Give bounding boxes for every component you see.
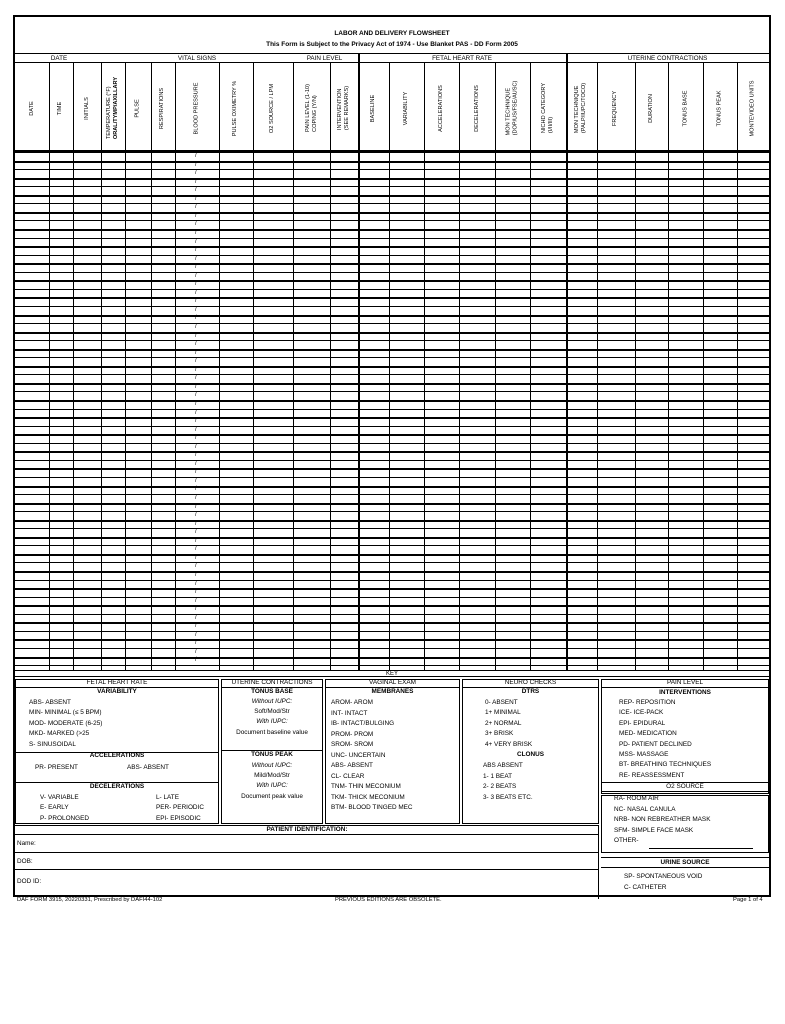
bp-separator: / (195, 606, 197, 613)
column-header (424, 66, 459, 150)
grid-row-line (15, 178, 769, 180)
bp-separator: / (195, 341, 197, 348)
column-header (330, 66, 358, 150)
bp-separator: / (195, 161, 197, 168)
tp-with: With IUPC: (256, 782, 288, 789)
clonus-list-item: ABS ABSENT (483, 762, 523, 769)
column-header-label: ACCELERATIONS (438, 84, 444, 132)
acc-absent: ABS- ABSENT (127, 764, 169, 771)
grid-row-line (15, 280, 769, 282)
grid-row-line (15, 246, 769, 248)
column-header (293, 66, 330, 150)
int-list-item: REP- REPOSITION (619, 699, 676, 706)
column-header-label: BLOOD PRESSURE (193, 82, 200, 134)
mem-list-item: TKM- THICK MECONIUM (331, 793, 405, 801)
tb-with: With IUPC: (256, 718, 288, 725)
column-header-wrap (270, 83, 277, 132)
key-title: KEY (15, 670, 769, 677)
bp-separator: / (195, 503, 197, 510)
grid-row-line (15, 580, 769, 581)
grid-row-line (15, 657, 769, 659)
grid-row-line (15, 409, 769, 410)
grid-row-line (15, 323, 769, 324)
grid-row-line (15, 460, 769, 461)
grid-row-line (15, 417, 769, 419)
column-header (597, 66, 635, 150)
mem-list-item: ABS- ABSENT (331, 762, 373, 769)
bp-separator: / (195, 187, 197, 194)
dec-right-item: EPI- EPISODIC (156, 814, 201, 822)
column-header-wrap (135, 99, 142, 117)
column-divider (358, 54, 360, 670)
bp-separator: / (195, 281, 197, 288)
tp-without: Without IUPC: (251, 762, 293, 769)
other-line (649, 848, 753, 849)
bp-separator: / (195, 409, 197, 416)
column-header (151, 66, 175, 150)
tonus-base-title: TONUS BASE (251, 688, 293, 695)
bp-separator: / (195, 469, 197, 476)
section-date: DATE (15, 54, 103, 63)
patient-dob-label: DOB: (17, 858, 33, 865)
bp-separator: / (195, 195, 197, 202)
bp-separator: / (195, 247, 197, 254)
column-header-wrap (83, 97, 90, 120)
bp-separator: / (195, 640, 197, 647)
patient-dodid-label: DOD ID: (17, 878, 42, 885)
column-header-wrap (233, 80, 240, 135)
grid-row-line (15, 349, 769, 351)
column-header-wrap (717, 90, 724, 126)
grid-row-line (15, 229, 769, 231)
int-list-item: ICE- ICE-PACK (619, 709, 664, 717)
section-uterine-contractions: UTERINE CONTRACTIONS (566, 54, 769, 63)
grid-row-line (15, 272, 769, 273)
column-header-wrap (575, 83, 589, 133)
column-header (358, 66, 389, 150)
column-header-label: FREQUENCY (612, 90, 619, 126)
form-subtitle: This Form is Subject to the Privacy Act of 1974 - Use Blanket PAS - DD Form 2005 (266, 41, 518, 48)
bp-separator: / (195, 631, 197, 638)
column-header-label-2: (SEE REMARKS) (344, 85, 351, 131)
tb-soft: Soft/Mod/Str (254, 708, 290, 715)
key-neuro-header: NEURO CHECKS (462, 679, 599, 688)
grid-row-line (15, 639, 769, 641)
mem-list-item: INT- INTACT (331, 709, 368, 717)
bp-separator: / (195, 221, 197, 228)
column-header-label: INITIALS (83, 96, 90, 120)
bp-separator: / (195, 529, 197, 536)
dtrs-list-item: 4+ VERY BRISK (485, 740, 533, 748)
bp-separator: / (195, 306, 197, 313)
column-header-label: TONUS PEAK (716, 90, 723, 126)
column-header-label: PAIN LEVEL (1-10) (304, 84, 311, 132)
bp-separator: / (195, 477, 197, 484)
column-header (175, 66, 219, 150)
bp-separator: / (195, 563, 197, 570)
dtrs-list-item: 3+ BRISK (485, 730, 514, 738)
bp-separator: / (195, 229, 197, 236)
dec-right-item: L- LATE (156, 794, 179, 801)
acc-present: PR- PRESENT (35, 764, 78, 771)
column-header-label-2: (DOP/US/FSE/AUSC) (512, 80, 519, 136)
bp-separator: / (195, 298, 197, 305)
bp-separator: / (195, 324, 197, 330)
var-list-item: S- SINUSOIDAL (29, 740, 76, 748)
mem-list-item: CL- CLEAR (331, 772, 365, 780)
column-header-label: TEMPERATURE (°F) (106, 86, 113, 140)
interventions-title: INTERVENTIONS (659, 689, 711, 696)
bp-separator: / (195, 178, 197, 185)
column-header-wrap (337, 86, 351, 130)
grid-row-line (15, 614, 769, 615)
column-header-label: INTERVENTION (337, 88, 344, 131)
column-header-label: NICHD CATEGORY (541, 82, 547, 134)
grid-row-line (15, 332, 769, 334)
var-list-item: MKD- MARKED (>25 (29, 730, 90, 738)
mem-list-item: AROM- AROM (331, 699, 373, 706)
column-header-label: DATE (28, 100, 35, 116)
column-header (15, 66, 49, 150)
column-header (459, 66, 495, 150)
tonus-peak-title: TONUS PEAK (251, 751, 293, 758)
grid-row-line (15, 434, 769, 436)
bp-separator: / (195, 580, 197, 587)
clonus-list-item: 2- 2 BEATS (483, 783, 517, 790)
key-vaginal-header: VAGINAL EXAM (325, 679, 460, 688)
column-header (530, 66, 566, 150)
footer-editions: PREVIOUS EDITIONS ARE OBSOLETE. (335, 897, 442, 903)
grid-row-line (15, 477, 769, 478)
o2-list-item: SFM- SIMPLE FACE MASK (614, 826, 694, 834)
bp-separator: / (195, 332, 197, 339)
membranes-title: MEMBRANES (371, 688, 414, 695)
flowsheet-form (13, 15, 771, 897)
dec-left-item: P- PROLONGED (40, 814, 90, 822)
int-list-item: MED- MEDICATION (619, 730, 677, 738)
bp-separator: / (195, 546, 197, 553)
grid-row-line (15, 528, 769, 529)
column-header (737, 66, 769, 150)
bp-separator: / (195, 520, 197, 527)
bp-separator: / (195, 435, 197, 442)
grid-row-line (15, 297, 769, 299)
column-header (668, 66, 703, 150)
grid-row-line (15, 263, 769, 265)
grid-row-line (15, 306, 769, 307)
bp-separator: / (195, 571, 197, 578)
column-header-label-2: (PALP/IUPC/TOCO) (581, 82, 588, 134)
bp-separator: / (195, 153, 197, 159)
mem-list-item: TNM- THIN MECONIUM (331, 783, 401, 790)
grid-row-line (15, 203, 769, 204)
column-header (389, 66, 424, 150)
int-list-item: EPI- EPIDURAL (619, 719, 666, 727)
section-vital-signs: VITAL SIGNS (103, 54, 291, 63)
bp-separator: / (195, 375, 197, 382)
o2-list-item: OTHER- (614, 837, 639, 845)
urine-title: URINE SOURCE (601, 857, 769, 868)
int-list-item: RE- REASSESSMENT (619, 771, 685, 779)
column-header (49, 66, 73, 150)
column-header-label-2: ORAL/TYMP/AXILLARY (113, 76, 120, 140)
column-header-wrap (305, 84, 319, 132)
bp-separator: / (195, 460, 197, 467)
grid-row-line (15, 451, 769, 453)
bp-separator: / (195, 589, 197, 596)
grid-row-line (15, 503, 769, 505)
column-header (495, 66, 530, 150)
bp-separator: / (195, 264, 197, 271)
grid-row-line (15, 212, 769, 214)
grid-row-line (15, 554, 769, 556)
grid-row-line (15, 665, 769, 666)
column-header-wrap (506, 81, 520, 136)
column-header-wrap (160, 87, 167, 128)
bp-separator: / (195, 315, 197, 322)
o2-list-item: NC- NASAL CANULA (614, 805, 676, 813)
bp-separator: / (195, 614, 197, 621)
dec-left-item: E- EARLY (40, 804, 69, 812)
int-list-item: PD- PATIENT DECLINED (619, 740, 692, 748)
bp-separator: / (195, 349, 197, 356)
form-title: LABOR AND DELIVERY FLOWSHEET (334, 30, 450, 37)
variability-title: VARIABILITY (97, 688, 137, 695)
section-pain-level: PAIN LEVEL (291, 54, 358, 63)
grid-row-line (15, 486, 769, 488)
column-header-wrap (28, 101, 35, 116)
bp-separator: / (195, 452, 197, 459)
bp-separator: / (195, 272, 197, 279)
dtrs-list-item: 1+ MINIMAL (485, 709, 521, 717)
grid-row-line (15, 511, 769, 512)
grid-row-line (15, 391, 769, 392)
key-fhr-header: FETAL HEART RATE (15, 679, 219, 688)
patient-title: PATIENT IDENTIFICATION: (15, 826, 599, 835)
bp-separator: / (195, 383, 197, 390)
column-header (73, 66, 101, 150)
bp-separator: / (195, 170, 197, 177)
bp-separator: / (195, 486, 197, 493)
grid-row-line (15, 631, 769, 632)
grid-row-line (15, 169, 769, 170)
o2-list-item: NRB- NON REBREATHER MASK (614, 816, 711, 824)
grid-row-line (15, 289, 769, 290)
tp-mild: Mild/Mod/Str (254, 772, 290, 779)
column-header-label: RESPIRATIONS (159, 87, 166, 129)
mem-list-item: SROM- SROM (331, 741, 374, 748)
bp-separator: / (195, 212, 197, 219)
footer-form-id: DAF FORM 3915, 20220331, Prescribed by DAFI44-102 (17, 897, 163, 903)
int-list-item: MSS- MASSAGE (619, 751, 669, 758)
grid-row-line (15, 588, 769, 590)
grid-row-line (15, 186, 769, 187)
column-header-wrap (106, 77, 120, 139)
bp-separator: / (195, 537, 197, 544)
accelerations-title: ACCELERATIONS (89, 752, 145, 759)
dtrs-list-item: 0- ABSENT (485, 699, 518, 706)
column-header (635, 66, 668, 150)
tb-without: Without IUPC: (251, 698, 293, 705)
bp-separator: / (195, 204, 197, 211)
column-header-wrap (194, 82, 201, 134)
column-header-label: TIME (57, 101, 64, 115)
column-header-label: DURATION (647, 93, 654, 123)
grid-row-line (15, 400, 769, 402)
grid-row-line (15, 537, 769, 539)
column-header-wrap (370, 94, 377, 121)
dec-right-item: PER- PERIODIC (156, 804, 204, 812)
footer-page: Page 1 of 4 (733, 897, 763, 903)
column-header (101, 66, 125, 150)
bp-separator: / (195, 400, 197, 407)
bp-separator: / (195, 358, 197, 365)
bp-separator: / (195, 648, 197, 655)
int-list-item: BT- BREATHING TECHNIQUES (619, 761, 712, 769)
dtrs-list-item: 2+ NORMAL (485, 719, 522, 727)
grid-row-line (15, 605, 769, 607)
grid-row-line (15, 152, 769, 153)
column-header (703, 66, 737, 150)
patient-box (15, 825, 599, 899)
urine-list-item: SP- SPONTANEOUS VOID (624, 873, 703, 880)
mem-list-item: PROM- PROM (331, 730, 374, 738)
column-header-label: DECELERATIONS (473, 84, 480, 132)
grid-row-line (15, 562, 769, 563)
key-uc-header: UTERINE CONTRACTIONS (221, 679, 323, 688)
grid-row-line (15, 340, 769, 341)
column-header (566, 66, 597, 150)
grid-row-line (15, 238, 769, 239)
column-header-label: BASELINE (370, 94, 376, 122)
column-header (253, 66, 293, 150)
column-header-label: MON TECHNIQUE (574, 85, 581, 134)
bp-separator: / (195, 512, 197, 519)
grid-row-line (15, 545, 769, 546)
mem-list-item: BTM- BLOOD TINGED MEC (331, 804, 413, 811)
var-list-item: MIN- MINIMAL (≤ 5 BPM) (29, 709, 102, 717)
column-divider (566, 54, 568, 670)
column-header (219, 66, 253, 150)
grid-row-line (15, 383, 769, 385)
column-header-wrap (438, 85, 445, 132)
grid-row-line (15, 374, 769, 375)
column-header-wrap (474, 85, 481, 132)
grid-row-line (15, 255, 769, 256)
grid-row-line (15, 161, 769, 163)
column-header-label: O2 SOURCE / LPM (269, 83, 276, 133)
bp-separator: / (195, 623, 197, 630)
section-fetal-heart-rate: FETAL HEART RATE (358, 54, 566, 63)
grid-row-line (15, 220, 769, 221)
column-header-wrap (58, 101, 65, 114)
grid-row-line (15, 622, 769, 624)
bp-separator: / (195, 392, 197, 399)
column-header (125, 66, 151, 150)
bp-separator: / (195, 443, 197, 450)
column-header-label: PULSE (134, 98, 141, 118)
bp-separator: / (195, 366, 197, 373)
grid-row-line (15, 366, 769, 368)
column-header-wrap (613, 90, 620, 125)
column-header-label: PULSE OXIMETRY % (232, 80, 239, 136)
var-list-item: MOD- MODERATE (6-25) (29, 719, 103, 727)
grid-row-line (15, 426, 769, 427)
bp-separator: / (195, 597, 197, 604)
grid-row-line (15, 494, 769, 495)
column-header-label: TONUS BASE (682, 90, 688, 126)
o2-title: O2 SOURCE (601, 782, 769, 792)
decelerations-title: DECELERATIONS (89, 783, 145, 790)
bp-separator: / (195, 238, 197, 245)
column-header-label-2: (I/II/III) (548, 116, 554, 134)
column-header-wrap (750, 80, 757, 136)
column-header-wrap (682, 90, 689, 126)
column-header-label: VARIABILITY (402, 91, 409, 125)
column-header-label: MON TECHNIQUE (505, 87, 512, 136)
grid-row-line (15, 571, 769, 573)
bp-separator: / (195, 418, 197, 425)
urine-list-item: C- CATHETER (624, 883, 667, 891)
tp-doc: Document peak value (241, 793, 303, 800)
grid-row-line (15, 195, 769, 197)
o2-list-item: RA- ROOM AIR (614, 795, 659, 802)
dec-left-item: V- VARIABLE (40, 794, 79, 801)
column-header-wrap (648, 94, 655, 123)
tb-doc: Document baseline value (236, 729, 308, 736)
mem-list-item: IB- INTACT/BULGING (331, 720, 395, 727)
grid-row-line (15, 315, 769, 317)
grid-row-line (15, 357, 769, 358)
bp-separator: / (195, 289, 197, 296)
dtrs-title: DTRS (521, 688, 540, 695)
mem-list-item: UNC- UNCERTAIN (331, 751, 386, 759)
grid-row-line (15, 648, 769, 649)
column-header-label: MONTEVIDEO UNITS (749, 80, 756, 136)
bp-separator: / (195, 426, 197, 433)
column-header-wrap (403, 91, 410, 124)
clonus-title: CLONUS (517, 751, 544, 758)
grid-row-line (15, 597, 769, 598)
bp-separator: / (195, 657, 197, 664)
clonus-list-item: 1- 1 BEAT (483, 772, 513, 780)
bp-separator: / (195, 554, 197, 561)
clonus-list-item: 3- 3 BEATS ETC. (483, 793, 533, 801)
bp-separator: / (195, 495, 197, 501)
key-pain-header: PAIN LEVEL (601, 679, 769, 688)
column-header-wrap (541, 83, 555, 133)
grid-row-line (15, 468, 769, 470)
var-list-item: ABS- ABSENT (29, 699, 71, 706)
grid-row-line (15, 443, 769, 444)
grid-row-line (15, 520, 769, 522)
patient-name-label: Name: (17, 840, 36, 847)
bp-separator: / (195, 255, 197, 262)
column-header-label-2: COPING (Y/N) (311, 95, 318, 132)
